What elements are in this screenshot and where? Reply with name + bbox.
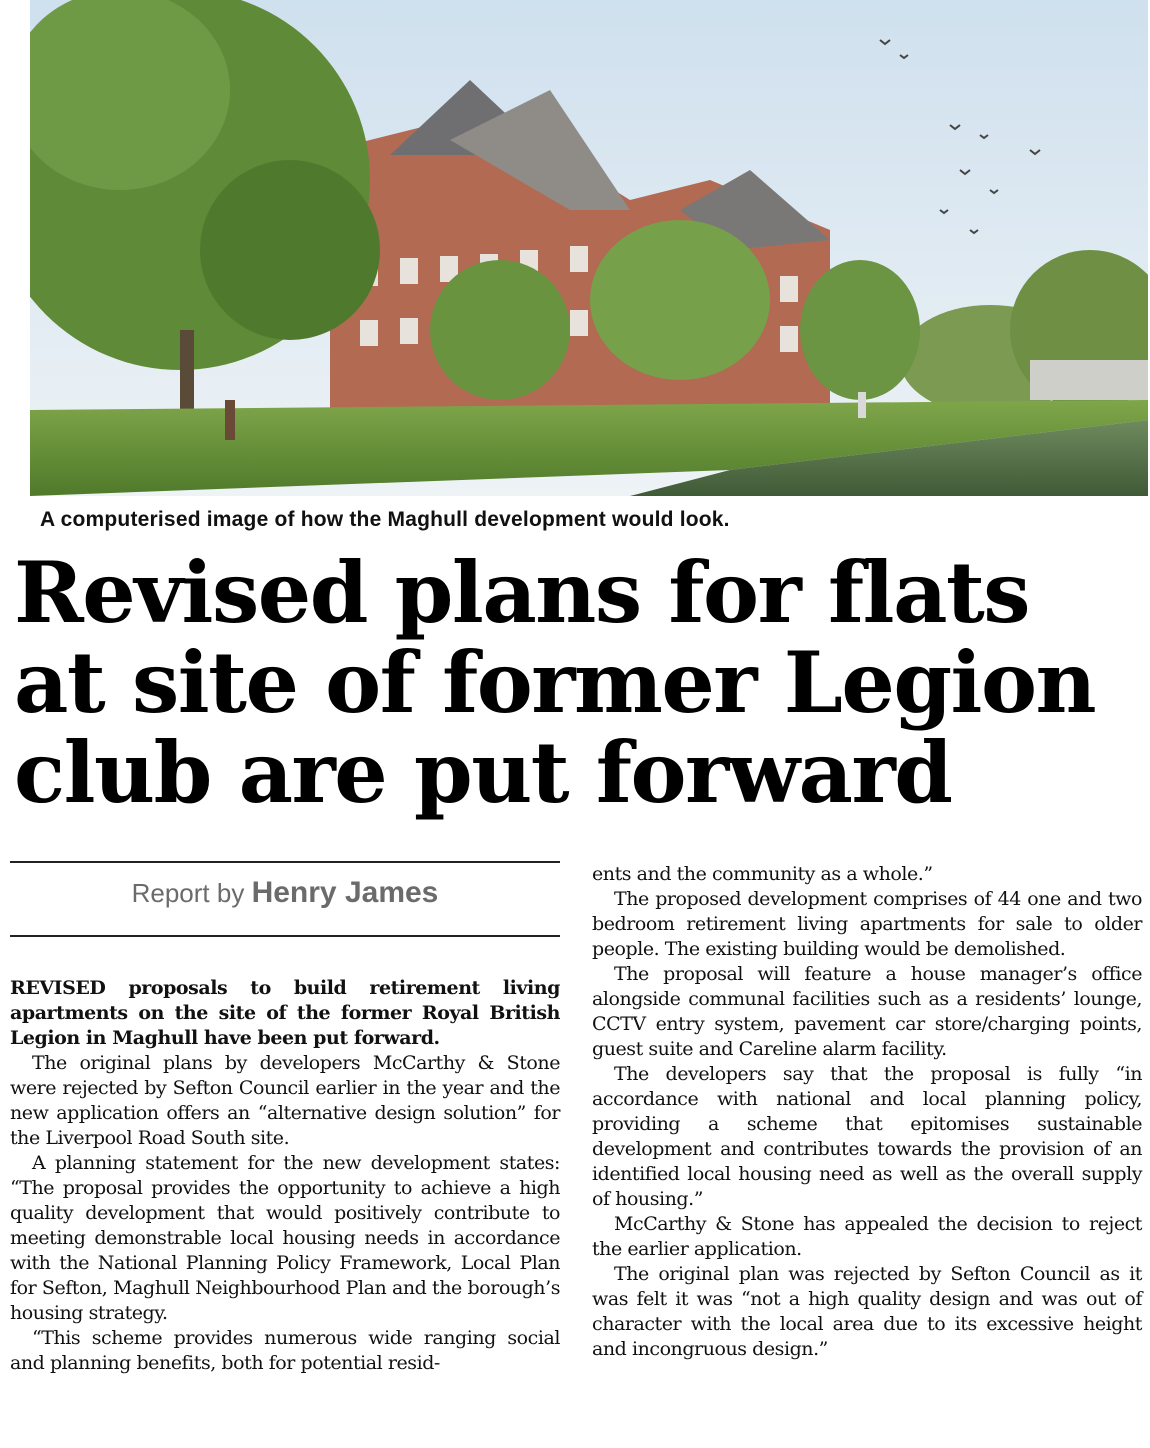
byline-rule-top: [10, 861, 560, 863]
headline: Revised plans for flats at site of former Legion club are put forward: [14, 543, 1096, 822]
body-paragraph: “This scheme provides numerous wide ranging social and planning benefits, both for potential resid-: [10, 1327, 560, 1374]
photo-caption: A computerised image of how the Maghull development would look.: [40, 508, 730, 531]
body-paragraph: The developers say that the proposal is fully “in accordance with national and local planning policy, providing a scheme that epitomises sustainable development and contributes towards the provision of an identified local housing need as well as the overall supply of housing.”: [592, 1063, 1142, 1210]
body-paragraph: The proposed development comprises of 44 one and two bedroom retirement living apartments for sale to older people. The existing building would be demolished.: [592, 888, 1142, 960]
body-paragraph: The original plan was rejected by Sefton Council as it was felt it was “not a high quality design and was out of character with the local area due to its excessive height and incongruous design.”: [592, 1263, 1142, 1360]
development-illustration: [30, 0, 1148, 496]
byline-prefix: Report by: [131, 878, 245, 908]
lead-paragraph: REVISED proposals to build retirement living apartments on the site of the former Royal British Legion in Maghull have been put forward.: [10, 977, 560, 1049]
body-paragraph: ents and the community as a whole.”: [592, 863, 933, 885]
article-column-2: [592, 862, 1142, 1362]
body-paragraph: A planning statement for the new development states: “The proposal provides the opportunity to achieve a high quality development that would positively contribute to meeting demonstrable local housing needs in accordance with the National Planning Policy Framework, Local Plan for Sefton, Maghull Neighbourhood Plan and the borough’s housing strategy.: [10, 1152, 560, 1324]
body-paragraph: The proposal will feature a house manager’s office alongside communal facilities such as a residents’ lounge, CCTV entry system, pavement car store/charging points, guest suite and Careline alarm facility.: [592, 963, 1142, 1060]
byline-rule-bottom: [10, 935, 560, 937]
byline: [10, 876, 560, 910]
body-paragraph: The original plans by developers McCarthy & Stone were rejected by Sefton Council earlier in the year and the new application offers an “alternative design solution” for the Liverpool Road South site.: [10, 1052, 560, 1149]
article-column-1: [10, 976, 560, 1376]
body-paragraph: McCarthy & Stone has appealed the decision to reject the earlier application.: [592, 1213, 1142, 1260]
byline-author: Henry James: [251, 876, 439, 909]
